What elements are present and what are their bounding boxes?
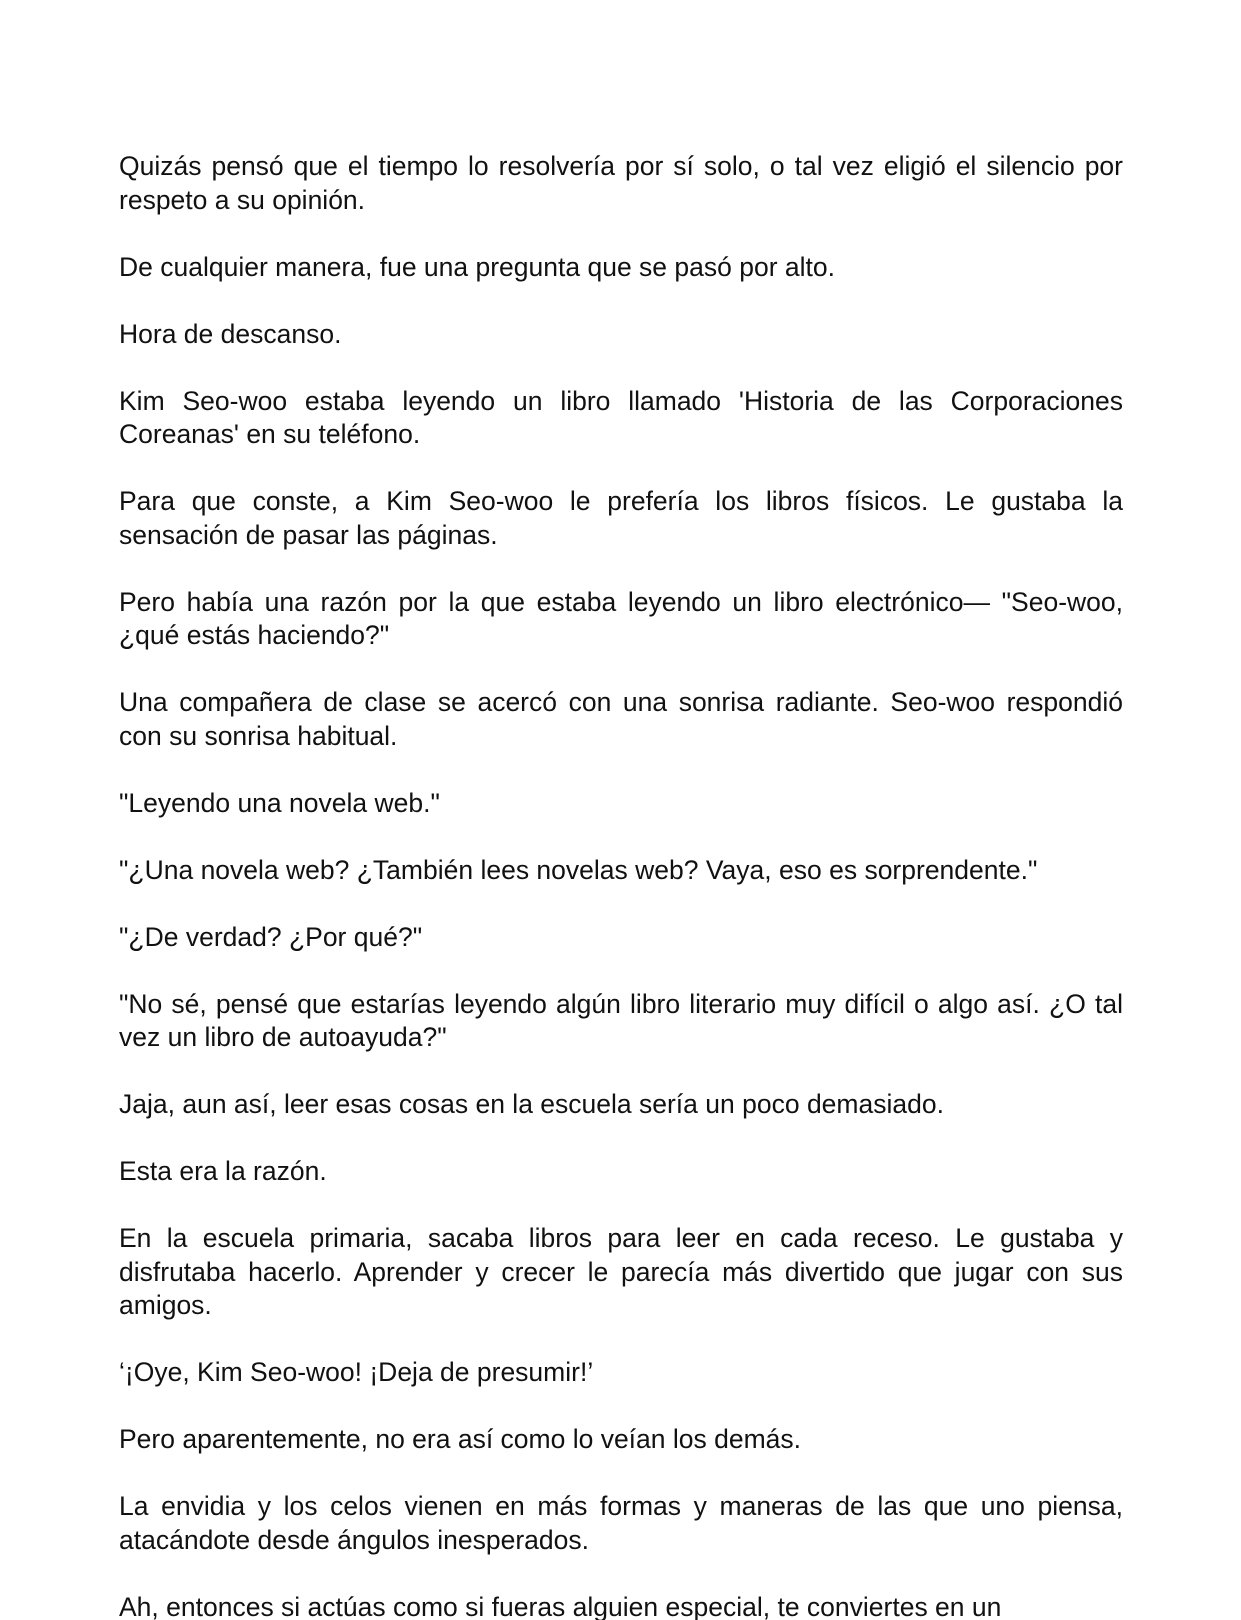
- paragraph: De cualquier manera, fue una pregunta que se pasó por alto.: [119, 251, 835, 282]
- paragraph: "¿De verdad? ¿Por qué?": [119, 921, 423, 952]
- paragraph: "Leyendo una novela web.": [119, 787, 440, 818]
- paragraph: Ah, entonces si actúas como si fueras alguien especial, te conviertes en un: [119, 1591, 1002, 1620]
- paragraph: Pero había una razón por la que estaba leyendo un libro electrónico— "Seo-woo, ¿qué estás haciendo?": [119, 586, 1123, 650]
- paragraph: Jaja, aun así, leer esas cosas en la escuela sería un poco demasiado.: [119, 1089, 944, 1119]
- paragraph: Quizás pensó que el tiempo lo resolvería por sí solo, o tal vez eligió el silencio por respeto a su opinión.: [119, 151, 1123, 215]
- paragraph: "No sé, pensé que estarías leyendo algún libro literario muy difícil o algo así. ¿O tal vez un libro de autoayuda?": [119, 988, 1123, 1052]
- document-body: [119, 150, 1123, 1620]
- paragraph: Para que conste, a Kim Seo-woo le prefería los libros físicos. Le gustaba la sensación de pasar las páginas.: [119, 486, 1123, 550]
- paragraph: En la escuela primaria, sacaba libros para leer en cada receso. Le gustaba y disfrutaba hacerlo. Aprender y crecer le parecía más divertido que jugar con sus amigos.: [119, 1223, 1123, 1320]
- paragraph: Hora de descanso.: [119, 318, 342, 349]
- paragraph: Pero aparentemente, no era así como lo veían los demás.: [119, 1424, 802, 1454]
- paragraph: La envidia y los celos vienen en más formas y maneras de las que uno piensa, atacándote desde ángulos inesperados.: [119, 1491, 1123, 1555]
- paragraph: ‘¡Oye, Kim Seo-woo! ¡Deja de presumir!’: [119, 1357, 594, 1387]
- paragraph: Esta era la razón.: [119, 1156, 327, 1186]
- paragraph: Una compañera de clase se acercó con una sonrisa radiante. Seo-woo respondió con su sonrisa habitual.: [119, 687, 1123, 751]
- paragraph: Kim Seo-woo estaba leyendo un libro llamado 'Historia de las Corporaciones Coreanas' en su teléfono.: [119, 385, 1123, 449]
- paragraph: "¿Una novela web? ¿También lees novelas web? Vaya, eso es sorprendente.": [119, 854, 1038, 885]
